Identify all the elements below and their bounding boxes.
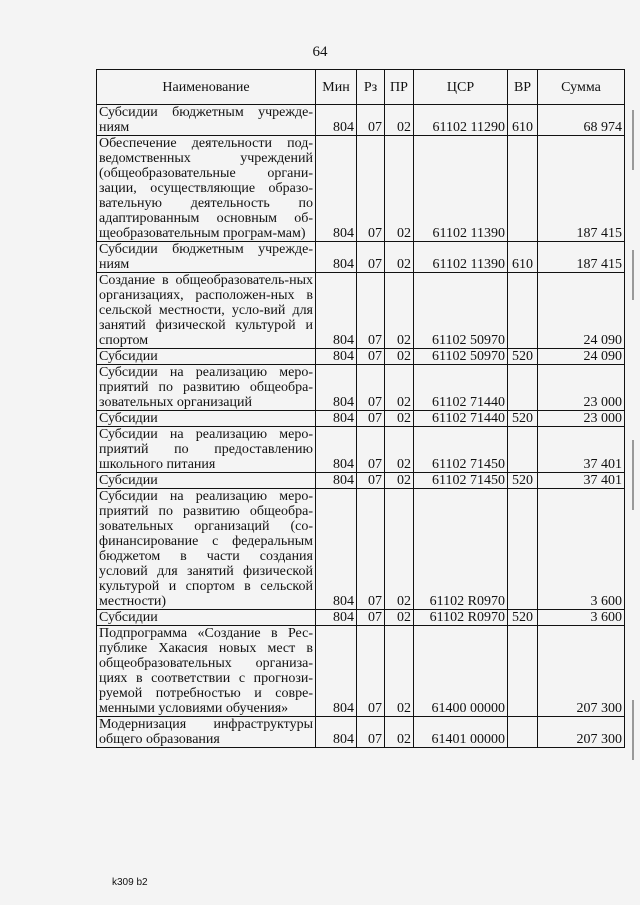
- scan-edge-mark: [632, 110, 634, 170]
- cell-name: Субсидии на реализацию меро-приятий по развитию общеобра-зовательных организаций (со-финансирование с федеральным бюджетом в части создания условий для занятий физической культурой и спортом в сельской местности): [97, 489, 316, 610]
- cell-rz: 07: [357, 349, 385, 365]
- table-row: [97, 610, 625, 626]
- header-name: Наименование: [97, 70, 316, 105]
- table-row: [97, 489, 625, 610]
- cell-sum: 207 300: [538, 717, 625, 748]
- cell-min: 804: [316, 273, 357, 349]
- table-row: [97, 273, 625, 349]
- cell-rz: 07: [357, 411, 385, 427]
- cell-name: Субсидии: [97, 610, 316, 626]
- table-body: [97, 105, 625, 748]
- cell-name: Создание в общеобразователь-ных организациях, расположен-ных в сельской местности, усло-вий для занятий физической культурой и спортом: [97, 273, 316, 349]
- cell-vr: [508, 273, 538, 349]
- cell-vr: [508, 626, 538, 717]
- cell-pr: 02: [385, 610, 414, 626]
- cell-sum: 23 000: [538, 365, 625, 411]
- cell-csr: 61401 00000: [414, 717, 508, 748]
- cell-pr: 02: [385, 473, 414, 489]
- footer-code: k309 b2: [112, 877, 148, 888]
- cell-min: 804: [316, 717, 357, 748]
- cell-csr: 61102 50970: [414, 273, 508, 349]
- table-row: [97, 411, 625, 427]
- cell-min: 804: [316, 427, 357, 473]
- cell-vr: [508, 717, 538, 748]
- cell-pr: 02: [385, 242, 414, 273]
- cell-min: 804: [316, 473, 357, 489]
- budget-table: [96, 69, 625, 748]
- cell-sum: 23 000: [538, 411, 625, 427]
- page-number: 64: [312, 44, 328, 60]
- cell-name: Субсидии бюджетным учрежде-ниям: [97, 105, 316, 136]
- cell-rz: 07: [357, 427, 385, 473]
- table-row: [97, 242, 625, 273]
- cell-csr: 61102 71440: [414, 365, 508, 411]
- cell-name: Субсидии на реализацию меро-приятий по развитию общеобра-зовательных организаций: [97, 365, 316, 411]
- cell-vr: 520: [508, 610, 538, 626]
- cell-vr: 520: [508, 349, 538, 365]
- table-header-row: [97, 70, 625, 105]
- cell-csr: 61102 50970: [414, 349, 508, 365]
- header-rz: Рз: [357, 70, 385, 105]
- cell-pr: 02: [385, 427, 414, 473]
- cell-rz: 07: [357, 610, 385, 626]
- header-vr: ВР: [508, 70, 538, 105]
- cell-pr: 02: [385, 136, 414, 242]
- cell-min: 804: [316, 136, 357, 242]
- cell-sum: 207 300: [538, 626, 625, 717]
- cell-sum: 37 401: [538, 473, 625, 489]
- scan-edge-mark: [632, 440, 634, 510]
- cell-name: Подпрограмма «Создание в Рес-публике Хакасия новых мест в общеобразовательных организа-циях в соответствии с прогнози-руемой потребностью и совре-менными условиями обучения»: [97, 626, 316, 717]
- cell-vr: [508, 427, 538, 473]
- cell-rz: 07: [357, 489, 385, 610]
- table-row: [97, 105, 625, 136]
- cell-csr: 61400 00000: [414, 626, 508, 717]
- cell-name: Субсидии: [97, 411, 316, 427]
- table-row: [97, 473, 625, 489]
- cell-pr: 02: [385, 411, 414, 427]
- cell-pr: 02: [385, 489, 414, 610]
- cell-vr: 610: [508, 105, 538, 136]
- cell-min: 804: [316, 105, 357, 136]
- cell-rz: 07: [357, 717, 385, 748]
- table-row: [97, 626, 625, 717]
- header-sum: Сумма: [538, 70, 625, 105]
- cell-sum: 187 415: [538, 242, 625, 273]
- cell-vr: 520: [508, 473, 538, 489]
- table-row: [97, 427, 625, 473]
- cell-pr: 02: [385, 717, 414, 748]
- cell-pr: 02: [385, 273, 414, 349]
- cell-csr: 61102 R0970: [414, 610, 508, 626]
- scan-edge-mark: [632, 700, 634, 760]
- cell-name: Субсидии: [97, 349, 316, 365]
- cell-min: 804: [316, 242, 357, 273]
- cell-csr: 61102 R0970: [414, 489, 508, 610]
- cell-pr: 02: [385, 349, 414, 365]
- cell-min: 804: [316, 349, 357, 365]
- cell-rz: 07: [357, 242, 385, 273]
- cell-sum: 187 415: [538, 136, 625, 242]
- cell-pr: 02: [385, 105, 414, 136]
- table-row: [97, 365, 625, 411]
- cell-name: Модернизация инфраструктуры общего образования: [97, 717, 316, 748]
- cell-name: Субсидии на реализацию меро-приятий по предоставлению школьного питания: [97, 427, 316, 473]
- cell-rz: 07: [357, 365, 385, 411]
- cell-sum: 3 600: [538, 489, 625, 610]
- cell-vr: [508, 136, 538, 242]
- table-row: [97, 136, 625, 242]
- cell-min: 804: [316, 610, 357, 626]
- cell-csr: 61102 71450: [414, 473, 508, 489]
- cell-rz: 07: [357, 136, 385, 242]
- cell-min: 804: [316, 365, 357, 411]
- header-pr: ПР: [385, 70, 414, 105]
- cell-pr: 02: [385, 365, 414, 411]
- scan-edge-mark: [632, 250, 634, 300]
- cell-min: 804: [316, 489, 357, 610]
- cell-pr: 02: [385, 626, 414, 717]
- header-min: Мин: [316, 70, 357, 105]
- table-row: [97, 717, 625, 748]
- cell-csr: 61102 11390: [414, 242, 508, 273]
- cell-csr: 61102 71440: [414, 411, 508, 427]
- cell-min: 804: [316, 626, 357, 717]
- cell-rz: 07: [357, 105, 385, 136]
- cell-vr: [508, 489, 538, 610]
- cell-sum: 24 090: [538, 273, 625, 349]
- cell-sum: 3 600: [538, 610, 625, 626]
- cell-vr: [508, 365, 538, 411]
- cell-csr: 61102 71450: [414, 427, 508, 473]
- cell-rz: 07: [357, 626, 385, 717]
- cell-rz: 07: [357, 473, 385, 489]
- header-csr: ЦСР: [414, 70, 508, 105]
- cell-rz: 07: [357, 273, 385, 349]
- cell-sum: 24 090: [538, 349, 625, 365]
- cell-name: Обеспечение деятельности под-ведомственных учреждений (общеобразовательные органи-зации, осуществляющие образо-вательную деятельность по адаптированным основным об-щеобразовательным програм-мам): [97, 136, 316, 242]
- cell-sum: 68 974: [538, 105, 625, 136]
- cell-csr: 61102 11390: [414, 136, 508, 242]
- cell-min: 804: [316, 411, 357, 427]
- cell-csr: 61102 11290: [414, 105, 508, 136]
- table-row: [97, 349, 625, 365]
- cell-sum: 37 401: [538, 427, 625, 473]
- cell-vr: 520: [508, 411, 538, 427]
- cell-name: Субсидии: [97, 473, 316, 489]
- cell-vr: 610: [508, 242, 538, 273]
- cell-name: Субсидии бюджетным учрежде-ниям: [97, 242, 316, 273]
